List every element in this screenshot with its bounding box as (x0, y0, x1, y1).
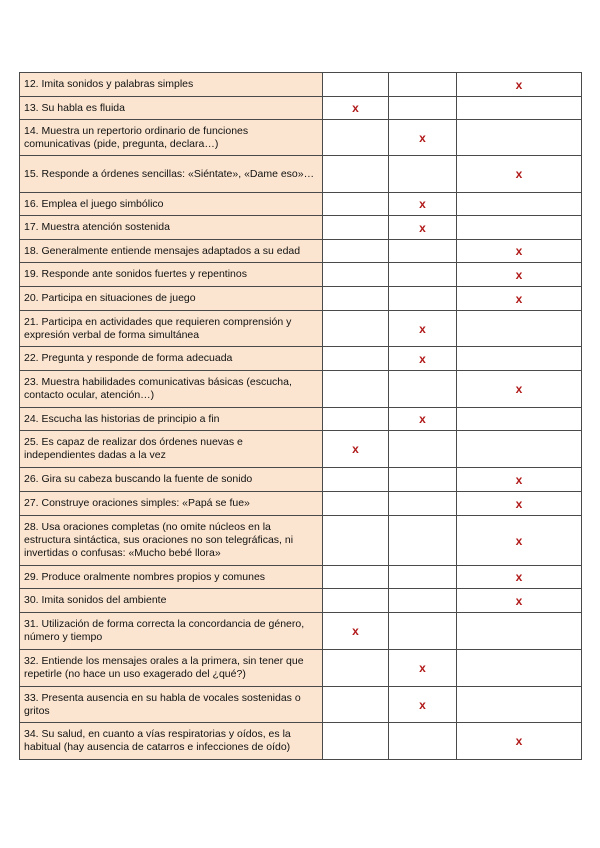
item-description: 20. Participa en situaciones de juego (20, 287, 323, 311)
check-mark: x (352, 442, 359, 456)
check-mark: x (515, 496, 523, 511)
rating-cell-2 (389, 431, 457, 468)
table-row (20, 613, 582, 650)
rating-cell-3 (457, 650, 582, 687)
item-description: 12. Imita sonidos y palabras simples (20, 73, 323, 97)
rating-cell-1 (323, 468, 389, 492)
item-description: 28. Usa oraciones completas (no omite núcleos en la estructura sintáctica, sus oraciones no son telegráficas, ni invertidas o confusas: «Mucho bebé llora» (20, 516, 323, 566)
rating-cell-3 (457, 589, 582, 613)
item-description: 22. Pregunta y responde de forma adecuada (20, 347, 323, 371)
table-row (20, 431, 582, 468)
item-description: 25. Es capaz de realizar dos órdenes nuevas e independientes dadas a la vez (20, 431, 323, 468)
rating-cell-3 (457, 723, 582, 760)
rating-cell-2 (389, 120, 457, 156)
rating-cell-1 (323, 723, 389, 760)
check-mark: x (515, 382, 523, 396)
rating-cell-3 (457, 347, 582, 371)
table-row (20, 347, 582, 371)
rating-cell-2 (389, 193, 457, 216)
rating-cell-1 (323, 216, 389, 240)
check-mark: x (515, 167, 523, 181)
item-description: 30. Imita sonidos del ambiente (20, 589, 323, 613)
table-row (20, 73, 582, 97)
rating-cell-2 (389, 650, 457, 687)
item-description: 33. Presenta ausencia en su habla de vocales sostenidas o gritos (20, 687, 323, 723)
check-mark: x (352, 624, 359, 638)
rating-cell-2 (389, 216, 457, 240)
rating-cell-2 (389, 687, 457, 723)
item-description: 16. Emplea el juego simbólico (20, 193, 323, 216)
table-row (20, 156, 582, 193)
table-row (20, 311, 582, 347)
rating-cell-3 (457, 287, 582, 311)
rating-cell-2 (389, 468, 457, 492)
item-description: 21. Participa en actividades que requieren comprensión y expresión verbal de forma simultánea (20, 311, 323, 347)
check-mark: x (515, 267, 523, 282)
rating-cell-3 (457, 687, 582, 723)
rating-cell-2 (389, 516, 457, 566)
check-mark: x (419, 197, 426, 211)
check-mark: x (352, 101, 359, 115)
rating-cell-2 (389, 408, 457, 431)
rating-cell-3 (457, 97, 582, 120)
check-mark: x (515, 244, 523, 258)
check-mark: x (419, 220, 426, 235)
rating-cell-1 (323, 516, 389, 566)
item-description: 13. Su habla es fluida (20, 97, 323, 120)
rating-cell-3 (457, 311, 582, 347)
rating-cell-1 (323, 613, 389, 650)
check-mark: x (515, 291, 523, 306)
rating-cell-3 (457, 492, 582, 516)
rating-cell-3 (457, 566, 582, 589)
check-mark: x (515, 533, 523, 548)
rating-cell-2 (389, 347, 457, 371)
table-row (20, 240, 582, 263)
check-mark: x (419, 130, 426, 145)
rating-cell-1 (323, 156, 389, 193)
rating-cell-2 (389, 73, 457, 97)
table-row (20, 408, 582, 431)
item-description: 31. Utilización de forma correcta la concordancia de género, número y tiempo (20, 613, 323, 650)
rating-cell-3 (457, 371, 582, 408)
table-row (20, 120, 582, 156)
table-row (20, 287, 582, 311)
item-description: 24. Escucha las historias de principio a fin (20, 408, 323, 431)
item-description: 15. Responde a órdenes sencillas: «Siéntate», «Dame eso»… (20, 156, 323, 193)
rating-cell-1 (323, 492, 389, 516)
item-description: 27. Construye oraciones simples: «Papá se fue» (20, 492, 323, 516)
rating-cell-2 (389, 492, 457, 516)
rating-cell-1 (323, 408, 389, 431)
table-row (20, 492, 582, 516)
table-row (20, 589, 582, 613)
item-description: 34. Su salud, en cuanto a vías respiratorias y oídos, es la habitual (hay ausencia de catarros e infecciones de oído) (20, 723, 323, 760)
rating-cell-2 (389, 97, 457, 120)
rating-cell-1 (323, 240, 389, 263)
rating-cell-1 (323, 193, 389, 216)
item-description: 32. Entiende los mensajes orales a la primera, sin tener que repetirle (no hace un uso exagerado del ¿qué?) (20, 650, 323, 687)
rating-cell-1 (323, 566, 389, 589)
item-description: 14. Muestra un repertorio ordinario de funciones comunicativas (pide, pregunta, declara…) (20, 120, 323, 156)
rating-cell-3 (457, 156, 582, 193)
table-row (20, 650, 582, 687)
table-row (20, 723, 582, 760)
rating-cell-1 (323, 287, 389, 311)
table-row (20, 263, 582, 287)
rating-cell-3 (457, 516, 582, 566)
rating-cell-3 (457, 216, 582, 240)
rating-cell-2 (389, 311, 457, 347)
rating-cell-2 (389, 723, 457, 760)
rating-cell-2 (389, 371, 457, 408)
check-mark: x (515, 734, 523, 748)
rating-cell-1 (323, 650, 389, 687)
check-mark: x (419, 412, 426, 426)
check-mark: x (419, 697, 426, 712)
rating-cell-2 (389, 566, 457, 589)
table-row (20, 216, 582, 240)
table-row (20, 516, 582, 566)
check-mark: x (515, 77, 523, 92)
rating-cell-1 (323, 687, 389, 723)
check-mark: x (515, 472, 523, 487)
check-mark: x (515, 570, 523, 584)
table-row (20, 97, 582, 120)
rating-cell-1 (323, 73, 389, 97)
rating-cell-3 (457, 240, 582, 263)
rating-cell-3 (457, 73, 582, 97)
rating-cell-1 (323, 347, 389, 371)
rating-cell-1 (323, 589, 389, 613)
rating-cell-2 (389, 240, 457, 263)
rating-cell-2 (389, 589, 457, 613)
check-mark: x (515, 593, 523, 608)
check-mark: x (419, 351, 426, 366)
table-row (20, 566, 582, 589)
item-description: 23. Muestra habilidades comunicativas básicas (escucha, contacto ocular, atención…) (20, 371, 323, 408)
rating-cell-3 (457, 613, 582, 650)
table-row (20, 468, 582, 492)
rating-cell-1 (323, 97, 389, 120)
rating-cell-2 (389, 263, 457, 287)
item-description: 18. Generalmente entiende mensajes adaptados a su edad (20, 240, 323, 263)
rating-cell-3 (457, 468, 582, 492)
item-description: 26. Gira su cabeza buscando la fuente de sonido (20, 468, 323, 492)
item-description: 29. Produce oralmente nombres propios y comunes (20, 566, 323, 589)
rating-cell-2 (389, 613, 457, 650)
rating-cell-2 (389, 156, 457, 193)
rating-cell-1 (323, 120, 389, 156)
rating-cell-1 (323, 431, 389, 468)
rating-cell-2 (389, 287, 457, 311)
check-mark: x (419, 321, 426, 336)
rating-cell-3 (457, 431, 582, 468)
table-row (20, 687, 582, 723)
rating-cell-3 (457, 263, 582, 287)
table-row (20, 193, 582, 216)
table-row (20, 371, 582, 408)
rating-cell-1 (323, 311, 389, 347)
item-description: 17. Muestra atención sostenida (20, 216, 323, 240)
rating-cell-1 (323, 371, 389, 408)
rating-cell-3 (457, 120, 582, 156)
rating-cell-1 (323, 263, 389, 287)
check-mark: x (419, 661, 426, 675)
rating-cell-3 (457, 193, 582, 216)
rating-cell-3 (457, 408, 582, 431)
item-description: 19. Responde ante sonidos fuertes y repentinos (20, 263, 323, 287)
assessment-table (19, 72, 582, 760)
